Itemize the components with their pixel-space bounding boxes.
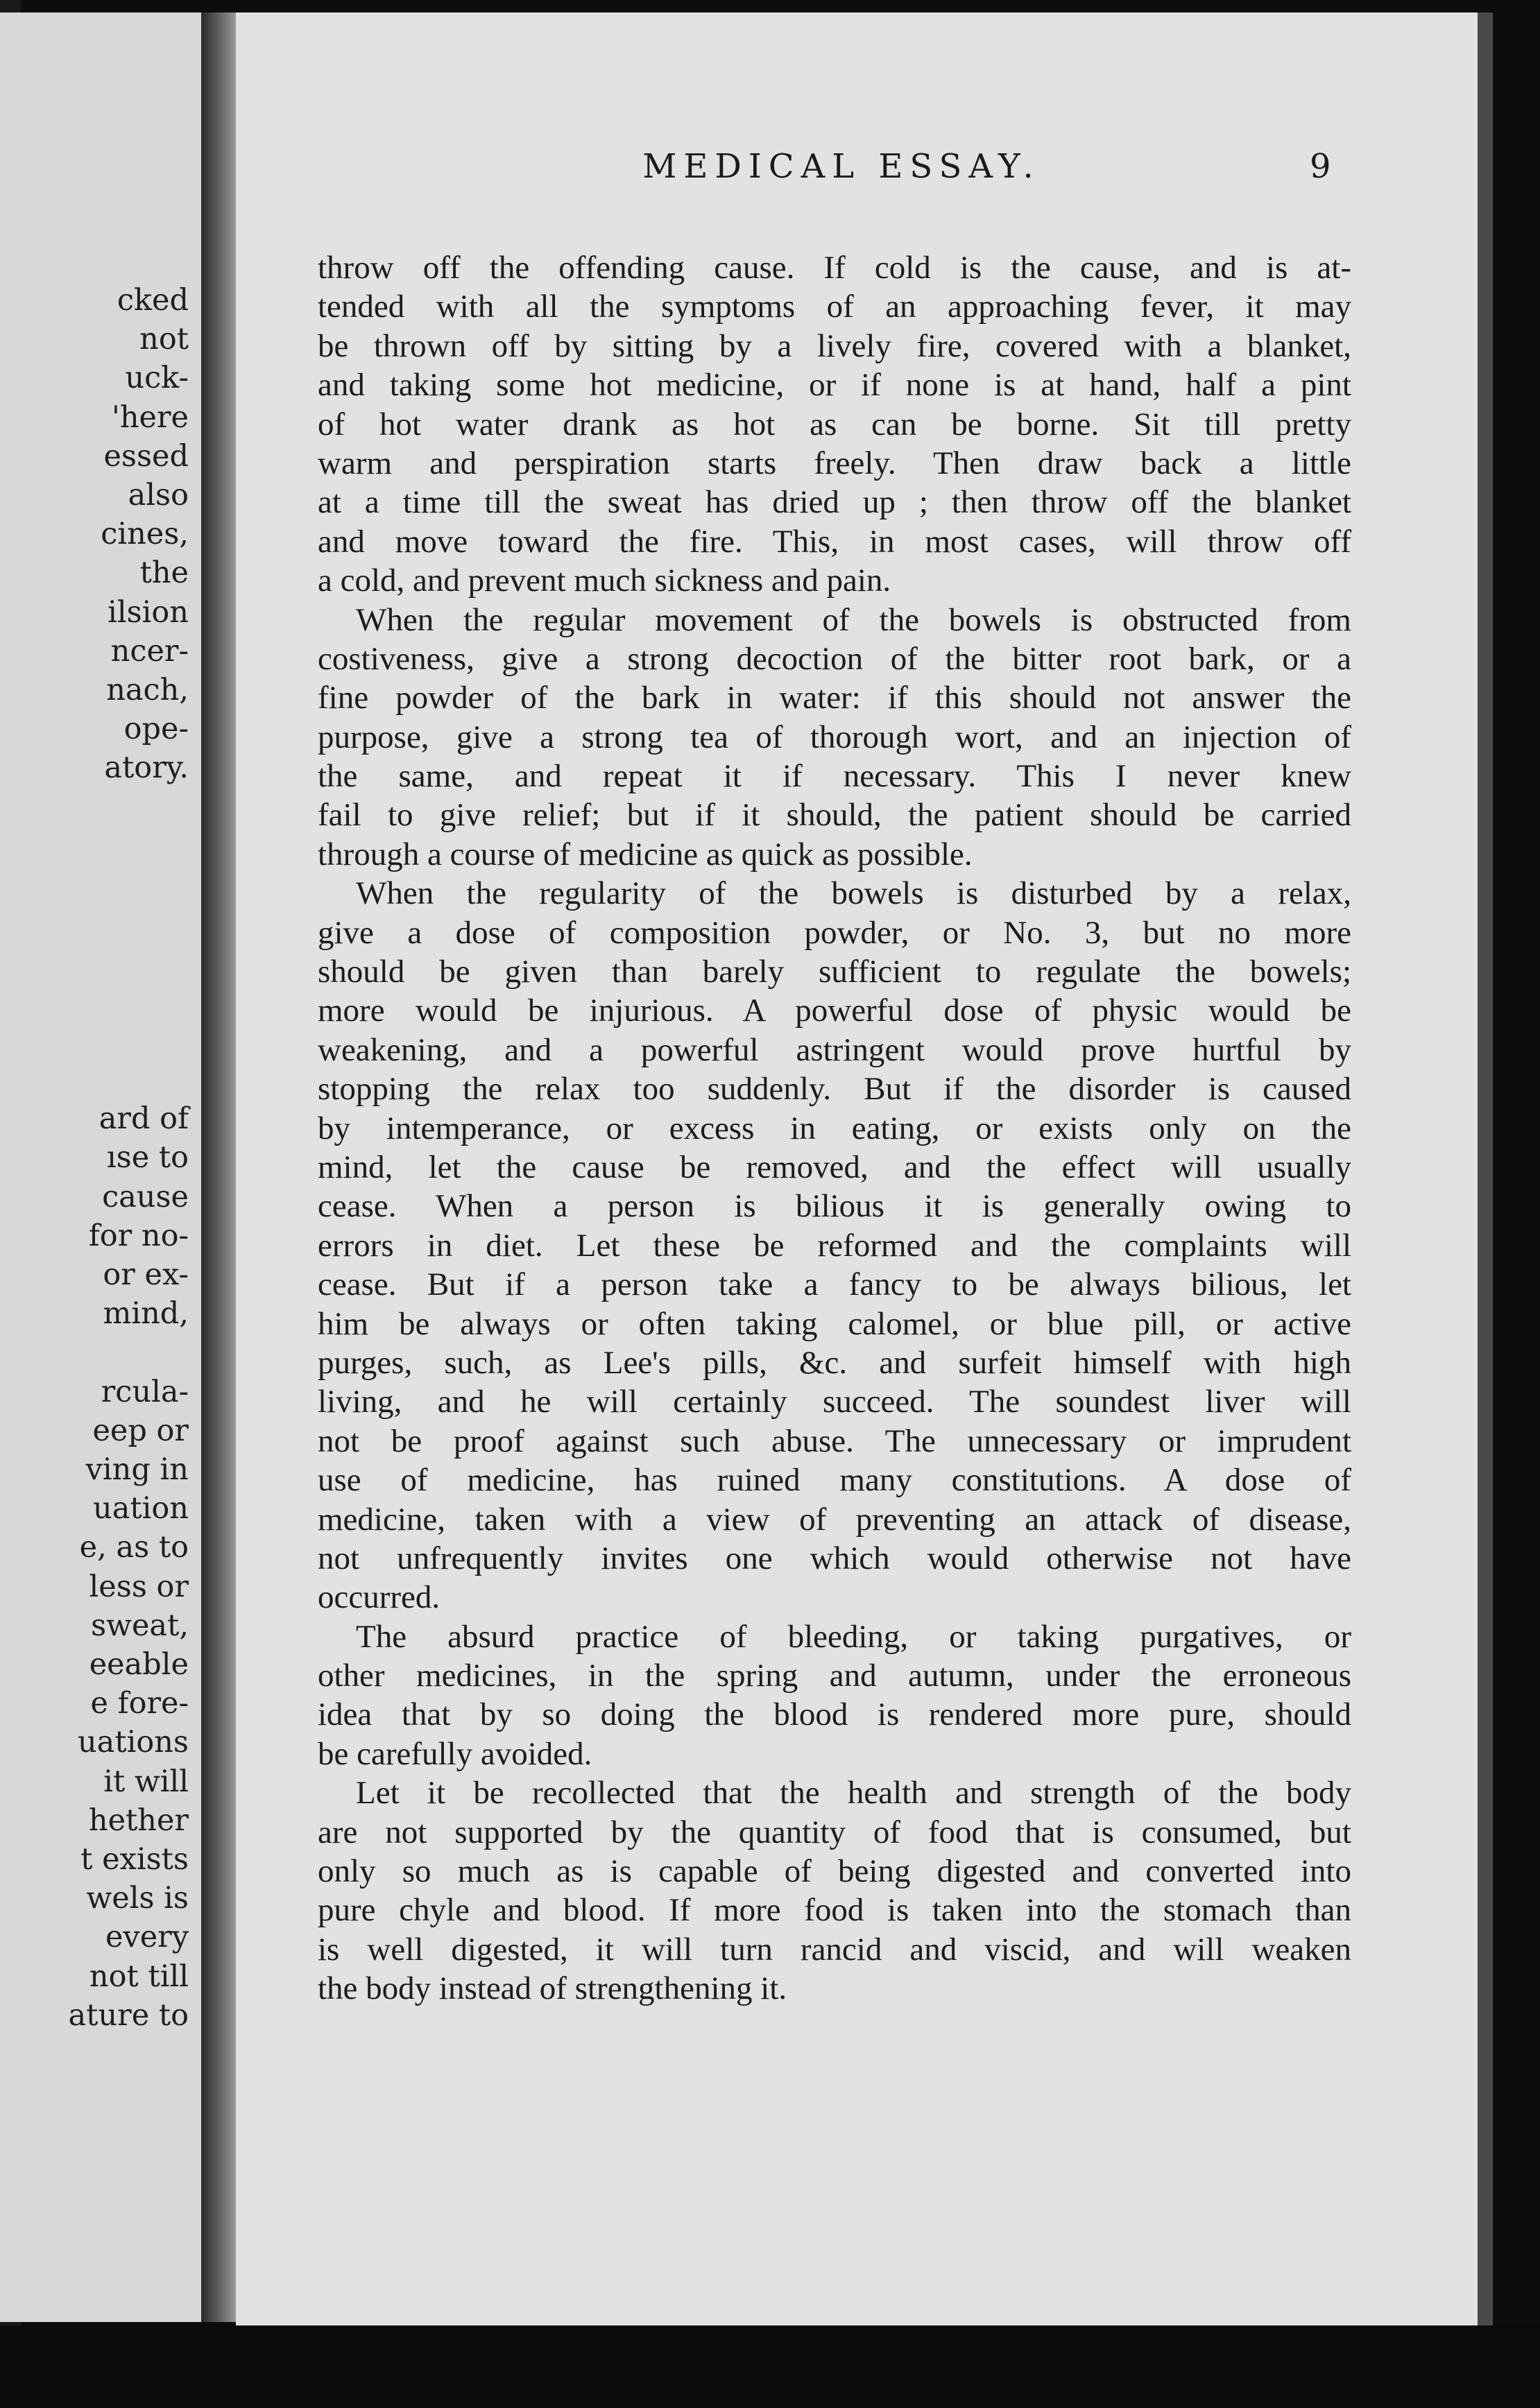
prev-page-line: ope- [123,712,189,747]
text-line: weakening, and a powerful astringent would prove hurtful by [318,1031,1351,1068]
text-line: purpose, give a strong tea of thorough wort, and an injection of [318,719,1351,755]
prev-page-line: ilsion [108,594,189,630]
text-line: warm and perspiration starts freely. Then draw back a little [318,445,1351,481]
text-line: fail to give relief; but if it should, the patient should be carried [318,797,1351,834]
text-line: living, and he will certainly succeed. The soundest liver will [318,1384,1351,1420]
text-line: purges, such, as Lee's pills, &c. and surfeit himself with high [318,1344,1351,1381]
prev-page-line: t exists [80,1842,189,1877]
text-line: Let it be recollected that the health and strength of the body [356,1775,1351,1812]
prev-page-line: e fore- [90,1686,189,1721]
text-line: The absurd practice of bleeding, or taking purgatives, or [356,1618,1351,1655]
text-line: and move toward the fire. This, in most cases, will throw off [318,523,1351,560]
text-line: other medicines, in the spring and autumn, under the erroneous [318,1658,1351,1694]
text-line: should be given than barely sufficient to regulate the bowels; [318,954,1351,990]
prev-page-line: or ex- [103,1257,189,1292]
text-line: errors in diet. Let these be reformed and the complaints will [318,1227,1351,1264]
text-line: of hot water drank as hot as can be borne. Sit till pretty [318,406,1351,442]
text-line: When the regular movement of the bowels is obstructed from [356,601,1351,638]
prev-page-line: ıse to [106,1140,189,1176]
prev-page-line: e, as to [79,1530,189,1565]
book-gutter [201,12,236,2322]
prev-page-line: every [105,1920,189,1955]
prev-page-line: eeable [89,1647,189,1682]
prev-page-line: also [128,478,189,513]
body-text [318,248,1351,2009]
prev-page-line: mind, [103,1296,189,1332]
text-line: give a dose of composition powder, or No. 3, but no more [318,914,1351,951]
text-line: the body instead of strengthening it. [318,1970,787,2007]
page-number: 9 [1310,147,1331,186]
text-line: stopping the relax too suddenly. But if the disorder is caused [318,1071,1351,1108]
prev-page-line: cause [102,1179,189,1214]
scan-bottom-edge [0,2325,1540,2408]
prev-page-line: eep or [92,1413,189,1448]
page-edge [1478,12,1493,2325]
text-line: not unfrequently invites one which would otherwise not have [318,1540,1351,1576]
prev-page-line: cked [117,283,189,318]
text-line: be carefully avoided. [318,1735,592,1772]
prev-page-line: less or [89,1569,189,1604]
prev-page-line: hether [88,1803,189,1838]
text-line: are not supported by the quantity of food that is consumed, but [318,1814,1351,1850]
prev-page-line: for no- [88,1218,189,1253]
text-line: through a course of medicine as quick as possible. [318,836,973,872]
prev-page-line: ature to [68,1997,189,2033]
prev-page-line: not till [89,1959,189,1994]
prev-page-line: 'here [112,399,189,435]
text-line: a cold, and prevent much sickness and pain. [318,562,891,599]
text-line: him be always or often taking calomel, or blue pill, or active [318,1305,1351,1342]
prev-page-line: sweat, [91,1608,189,1643]
text-line: throw off the offending cause. If cold is the cause, and is at- [318,250,1351,286]
text-line: idea that by so doing the blood is rendered more pure, should [318,1696,1351,1733]
prev-page-line: uation [93,1491,189,1526]
prev-page-line: essed [103,438,189,474]
text-line: by intemperance, or excess in eating, or exists only on the [318,1110,1351,1146]
prev-page-line: ncer- [110,633,189,669]
prev-page-line: uations [77,1725,189,1760]
text-line: pure chyle and blood. If more food is taken into the stomach than [318,1892,1351,1929]
prev-page-line: ving in [85,1452,189,1487]
text-line: only so much as is capable of being digested and converted into [318,1853,1351,1890]
text-line: the same, and repeat it if necessary. This I never knew [318,758,1351,795]
text-line: is well digested, it will turn rancid and viscid, and will weaken [318,1931,1351,1968]
prev-page-line: it will [103,1764,189,1799]
prev-page-line: not [139,322,189,357]
text-line: cease. When a person is bilious it is generally owing to [318,1188,1351,1225]
text-line: occurred. [318,1579,440,1616]
text-line: costiveness, give a strong decoction of the bitter root bark, or a [318,640,1351,677]
text-line: and taking some hot medicine, or if none is at hand, half a pint [318,367,1351,404]
prev-page-line: nach, [106,673,189,707]
text-line: use of medicine, has ruined many constitutions. A dose of [318,1462,1351,1499]
text-line: mind, let the cause be removed, and the effect will usually [318,1149,1351,1185]
prev-page-line: uck- [125,361,189,396]
text-line: When the regularity of the bowels is disturbed by a relax, [356,875,1351,912]
text-line: more would be injurious. A powerful dose of physic would be [318,992,1351,1029]
text-line: fine powder of the bark in water: if this should not answer the [318,680,1351,716]
prev-page-line: cines, [101,517,189,552]
prev-page-line: the [139,556,189,591]
text-line: at a time till the sweat has dried up ; then throw off the blanket [318,484,1351,521]
previous-page-fragment [0,12,201,2322]
text-line: tended with all the symptoms of an approaching fever, it may [318,289,1351,325]
prev-page-line: atory. [104,750,189,786]
text-line: cease. But if a person take a fancy to be always bilious, let [318,1266,1351,1303]
prev-page-line: ard of [99,1101,189,1137]
running-header: MEDICAL ESSAY. [642,147,1041,186]
text-line: be thrown off by sitting by a lively fire, covered with a blanket, [318,327,1351,364]
prev-page-line: rcula- [101,1374,189,1409]
text-line: medicine, taken with a view of preventing an attack of disease, [318,1501,1351,1538]
prev-page-line: wels is [86,1881,189,1916]
text-line: not be proof against such abuse. The unnecessary or imprudent [318,1422,1351,1459]
